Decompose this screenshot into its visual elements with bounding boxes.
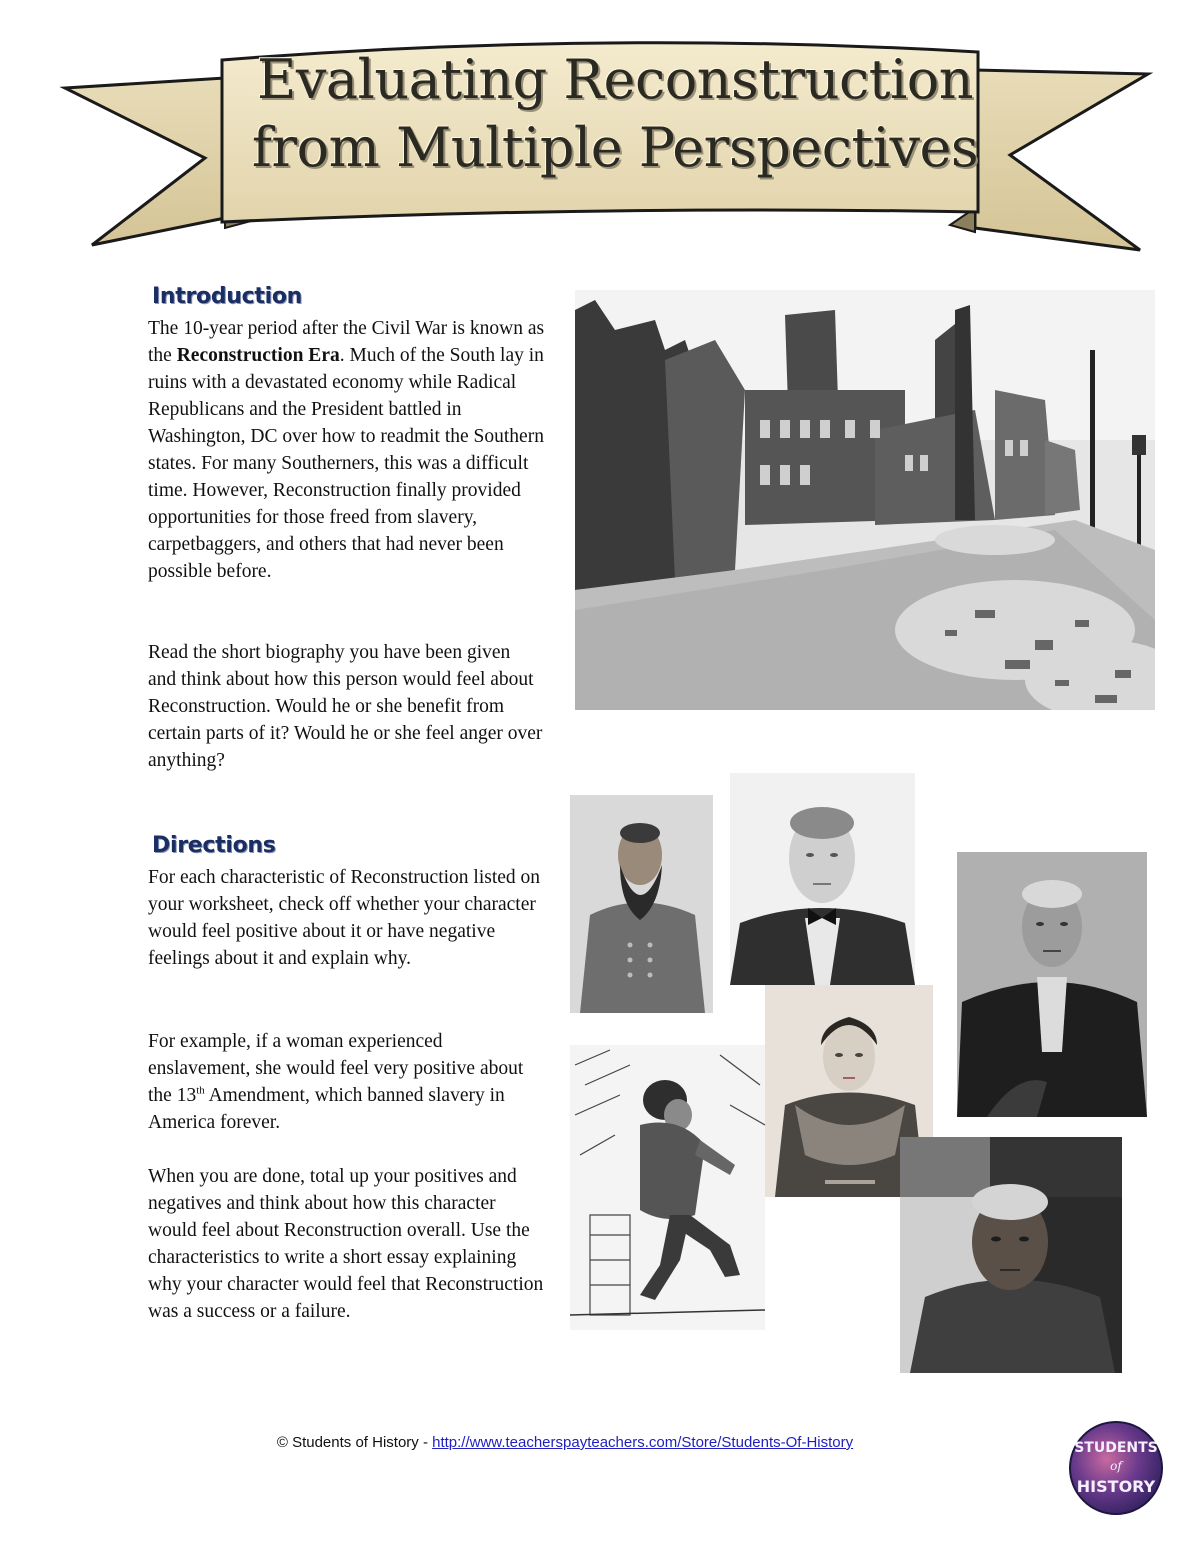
directions-paragraph-2 bbox=[148, 1028, 548, 1136]
intro-text-a: The 10-year period after the Civil War is known as the bbox=[148, 318, 545, 366]
store-link[interactable]: http://www.teacherspayteachers.com/Store/Students-Of-History bbox=[432, 1434, 854, 1451]
seated-statesman-portrait bbox=[957, 852, 1147, 1117]
page-title bbox=[235, 46, 995, 182]
reconstruction-era-term: Reconstruction Era bbox=[176, 345, 340, 366]
copyright-text: © Students of History - bbox=[276, 1434, 433, 1451]
students-of-history-logo bbox=[1068, 1420, 1164, 1516]
carpetbagger-sketch bbox=[570, 1045, 765, 1330]
introduction-heading: Introduction bbox=[152, 284, 303, 309]
intro-text-b: . Much of the South lay in ruins with a devastated economy while Radical Republicans and the President battled in Washington, DC over how to readmit the Southern states. For many Southerners, this was a difficult time. However, Reconstruction finally provided opportunities for those freed from slavery, carpetbaggers, and others that had never been possible before. bbox=[148, 345, 544, 582]
confederate-officer-portrait bbox=[570, 795, 713, 1013]
ordinal-suffix: th bbox=[196, 1084, 205, 1097]
logo-line-2: of bbox=[1110, 1459, 1122, 1473]
title-line-2: from Multiple Perspectives bbox=[251, 116, 979, 179]
directions-paragraph-1: For each characteristic of Reconstruction listed on your worksheet, check off whether your character would feel positive about it or have negative feelings about it and explain why. bbox=[148, 867, 541, 969]
logo-line-1: STUDENTS bbox=[1074, 1440, 1158, 1456]
formerly-enslaved-woman-photo bbox=[900, 1137, 1122, 1373]
example-text-a: For example, if a woman experienced enslavement, she would feel very positive about the 13 bbox=[148, 1031, 524, 1106]
footer-credit bbox=[0, 1434, 1130, 1451]
ruined-city-photo bbox=[575, 290, 1155, 710]
introduction-paragraph-1 bbox=[148, 315, 558, 585]
logo-line-3: HISTORY bbox=[1076, 1477, 1156, 1496]
directions-heading: Directions bbox=[152, 833, 276, 858]
engraved-gentleman-portrait bbox=[730, 773, 915, 985]
title-line-1: Evaluating Reconstruction bbox=[257, 48, 973, 111]
example-text-b: Amendment, which banned slavery in America forever. bbox=[148, 1085, 505, 1133]
introduction-paragraph-2: Read the short biography you have been given and think about how this person would feel about Reconstruction. Would he or she benefit from certain parts of it? Would he or she feel anger over anything? bbox=[148, 642, 543, 771]
directions-paragraph-3: When you are done, total up your positives and negatives and think about how this character would feel about Reconstruction overall. Use the characteristics to write a short essay explaining why your character would feel that Reconstruction was a success or a failure. bbox=[148, 1166, 544, 1322]
